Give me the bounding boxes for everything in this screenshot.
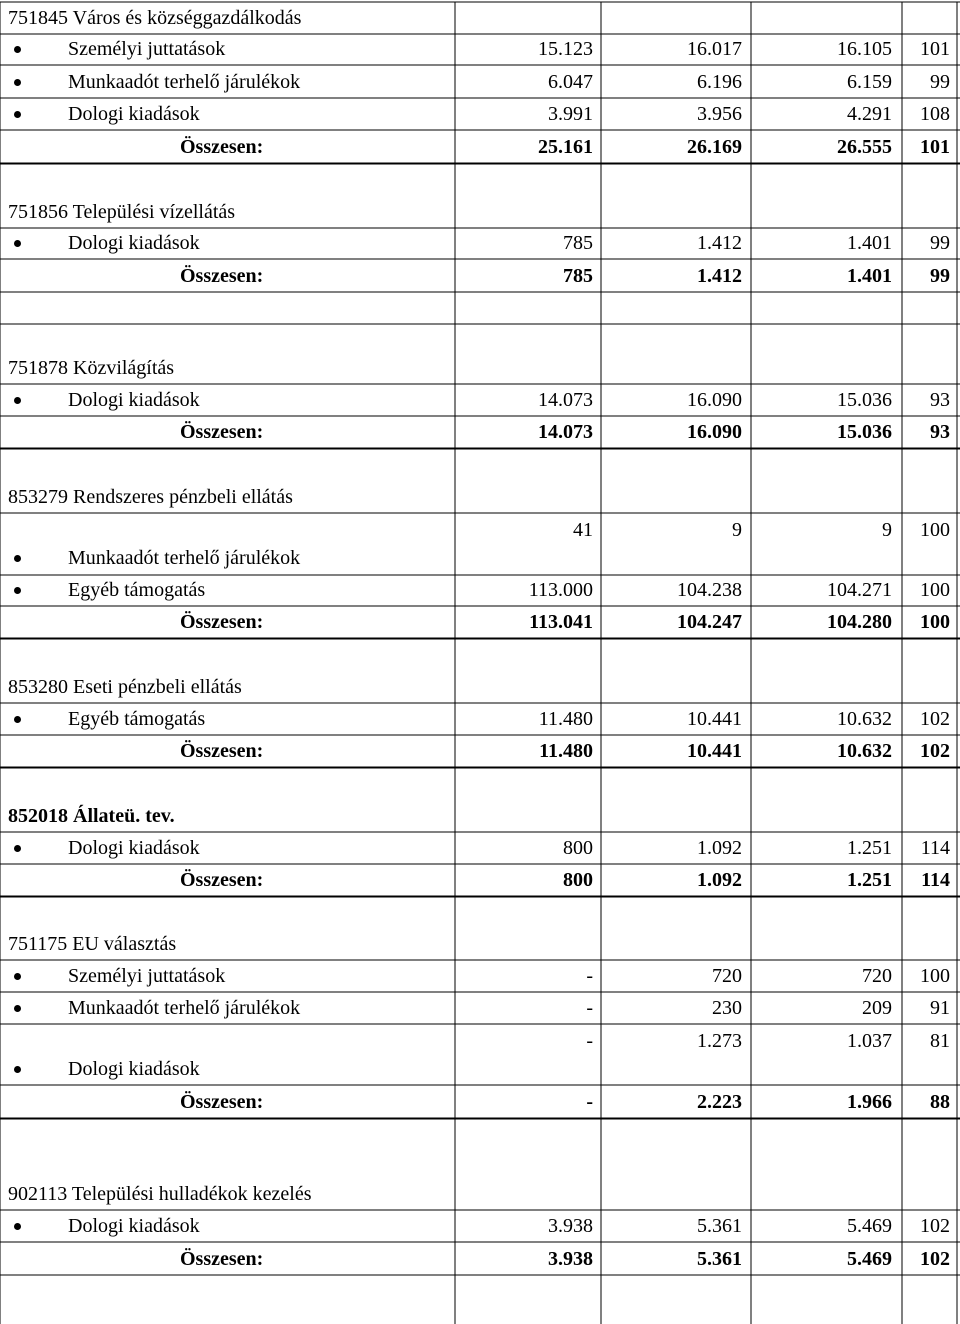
bullet-icon (14, 240, 21, 247)
row-value-v3: 5.469 (847, 1215, 892, 1237)
row-value-v2: 9 (732, 519, 742, 541)
row-label: Munkaadót terhelő járulékok (68, 547, 301, 569)
total-value-pct: 114 (921, 869, 950, 891)
total-value-pct: 102 (920, 1248, 950, 1270)
total-label: Összesen: (180, 136, 264, 158)
total-value-v2: 1.412 (697, 265, 742, 287)
row-value-v2: 1.273 (697, 1030, 742, 1052)
total-label: Összesen: (180, 1091, 264, 1113)
row-value-v2: 16.090 (687, 389, 742, 411)
total-value-v1: 113.041 (529, 611, 593, 633)
row-label: Dologi kiadások (68, 389, 200, 411)
row-value-v1: 14.073 (538, 389, 593, 411)
row-value-v2: 6.196 (697, 71, 742, 93)
section-heading: 751878 Közvilágítás (8, 357, 175, 379)
row-value-v3: 720 (862, 965, 892, 987)
total-value-v2: 1.092 (697, 869, 742, 891)
row-value-v1: 41 (573, 519, 593, 541)
bullet-icon (14, 46, 21, 53)
row-value-v3: 10.632 (837, 708, 892, 730)
row-value-pct: 102 (920, 1215, 950, 1237)
row-value-v1: 6.047 (548, 71, 593, 93)
total-value-v3: 104.280 (827, 611, 892, 633)
bullet-icon (14, 79, 21, 86)
section-heading: 902113 Települési hulladékok kezelés (8, 1183, 312, 1205)
row-label: Dologi kiadások (68, 1215, 200, 1237)
bullet-icon (14, 1066, 21, 1073)
row-value-v3: 9 (882, 519, 892, 541)
bullet-icon (14, 1005, 21, 1012)
row-value-v3: 104.271 (827, 579, 892, 601)
total-value-v2: 2.223 (697, 1091, 742, 1113)
row-value-v3: 6.159 (847, 71, 892, 93)
total-value-v1: 3.938 (548, 1248, 593, 1270)
row-value-v1: 11.480 (538, 708, 593, 730)
row-label: Munkaadót terhelő járulékok (68, 71, 301, 93)
total-value-pct: 93 (930, 421, 950, 443)
section-heading: 751175 EU választás (8, 933, 177, 955)
row-value-pct: 81 (930, 1030, 950, 1052)
row-value-v1: 800 (563, 837, 593, 859)
total-value-v3: 26.555 (837, 136, 892, 158)
total-label: Összesen: (180, 421, 264, 443)
row-value-v1: - (586, 997, 593, 1019)
row-value-pct: 102 (920, 708, 950, 730)
section-heading: 852018 Állateü. tev. (8, 805, 175, 827)
row-value-v2: 3.956 (697, 103, 742, 125)
row-value-v1: 15.123 (538, 38, 593, 60)
row-label: Személyi juttatások (68, 38, 226, 60)
total-value-v1: - (586, 1091, 593, 1113)
total-label: Összesen: (180, 740, 264, 762)
total-value-v3: 1.401 (847, 265, 892, 287)
row-value-v2: 16.017 (687, 38, 742, 60)
total-value-pct: 100 (920, 611, 950, 633)
total-value-v3: 1.966 (847, 1091, 892, 1113)
section-heading: 751856 Települési vízellátás (8, 201, 236, 223)
row-value-v3: 209 (862, 997, 892, 1019)
row-value-v1: 113.000 (528, 579, 593, 601)
row-value-v2: 5.361 (697, 1215, 742, 1237)
total-value-pct: 102 (920, 740, 950, 762)
row-value-v1: 3.991 (548, 103, 593, 125)
row-value-v2: 1.412 (697, 232, 742, 254)
total-value-v2: 5.361 (697, 1248, 742, 1270)
row-value-v3: 1.037 (847, 1030, 892, 1052)
total-value-v1: 25.161 (538, 136, 593, 158)
row-value-pct: 91 (930, 997, 950, 1019)
row-value-v2: 1.092 (697, 837, 742, 859)
row-label: Egyéb támogatás (68, 708, 206, 730)
row-value-v1: 3.938 (548, 1215, 593, 1237)
row-value-v1: - (586, 1030, 593, 1052)
row-value-v1: 785 (563, 232, 593, 254)
row-label: Munkaadót terhelő járulékok (68, 997, 301, 1019)
row-value-pct: 100 (920, 965, 950, 987)
total-value-v1: 11.480 (539, 740, 593, 762)
total-label: Összesen: (180, 869, 264, 891)
row-value-v2: 10.441 (687, 708, 742, 730)
row-value-v3: 1.251 (847, 837, 892, 859)
bullet-icon (14, 716, 21, 723)
bullet-icon (14, 1223, 21, 1230)
bullet-icon (14, 397, 21, 404)
row-value-pct: 101 (920, 38, 950, 60)
row-label: Dologi kiadások (68, 837, 200, 859)
row-value-v2: 230 (712, 997, 742, 1019)
total-value-v1: 14.073 (538, 421, 593, 443)
row-value-v3: 4.291 (847, 103, 892, 125)
total-value-v3: 10.632 (837, 740, 892, 762)
total-value-pct: 99 (930, 265, 950, 287)
row-label: Dologi kiadások (68, 103, 200, 125)
row-value-pct: 100 (920, 579, 950, 601)
total-value-v2: 10.441 (687, 740, 742, 762)
row-value-v2: 104.238 (677, 579, 742, 601)
row-value-v3: 15.036 (837, 389, 892, 411)
bullet-icon (14, 845, 21, 852)
total-value-v2: 16.090 (687, 421, 742, 443)
row-value-v1: - (586, 965, 593, 987)
total-value-v3: 1.251 (847, 869, 892, 891)
bullet-icon (14, 973, 21, 980)
bullet-icon (14, 587, 21, 594)
total-label: Összesen: (180, 1248, 264, 1270)
total-value-v3: 15.036 (837, 421, 892, 443)
row-value-v2: 720 (712, 965, 742, 987)
row-label: Egyéb támogatás (68, 579, 206, 601)
bullet-icon (14, 111, 21, 118)
section-heading: 853280 Eseti pénzbeli ellátás (8, 676, 242, 698)
total-value-v1: 800 (563, 869, 593, 891)
total-value-pct: 101 (920, 136, 950, 158)
total-value-pct: 88 (930, 1091, 950, 1113)
total-value-v2: 104.247 (677, 611, 742, 633)
total-label: Összesen: (180, 611, 264, 633)
total-value-v2: 26.169 (687, 136, 742, 158)
total-label: Összesen: (180, 265, 264, 287)
row-label: Dologi kiadások (68, 232, 200, 254)
row-label: Személyi juttatások (68, 965, 226, 987)
row-value-v3: 1.401 (847, 232, 892, 254)
row-value-pct: 108 (920, 103, 950, 125)
row-value-pct: 99 (930, 71, 950, 93)
row-value-v3: 16.105 (837, 38, 892, 60)
total-value-v1: 785 (563, 265, 593, 287)
section-heading: 751845 Város és községgazdálkodás (8, 7, 302, 29)
row-value-pct: 114 (920, 837, 950, 859)
section-heading: 853279 Rendszeres pénzbeli ellátás (8, 486, 293, 508)
row-value-pct: 93 (930, 389, 950, 411)
row-value-pct: 100 (920, 519, 950, 541)
row-label: Dologi kiadások (68, 1058, 200, 1080)
bullet-icon (14, 555, 21, 562)
row-value-pct: 99 (930, 232, 950, 254)
total-value-v3: 5.469 (847, 1248, 892, 1270)
